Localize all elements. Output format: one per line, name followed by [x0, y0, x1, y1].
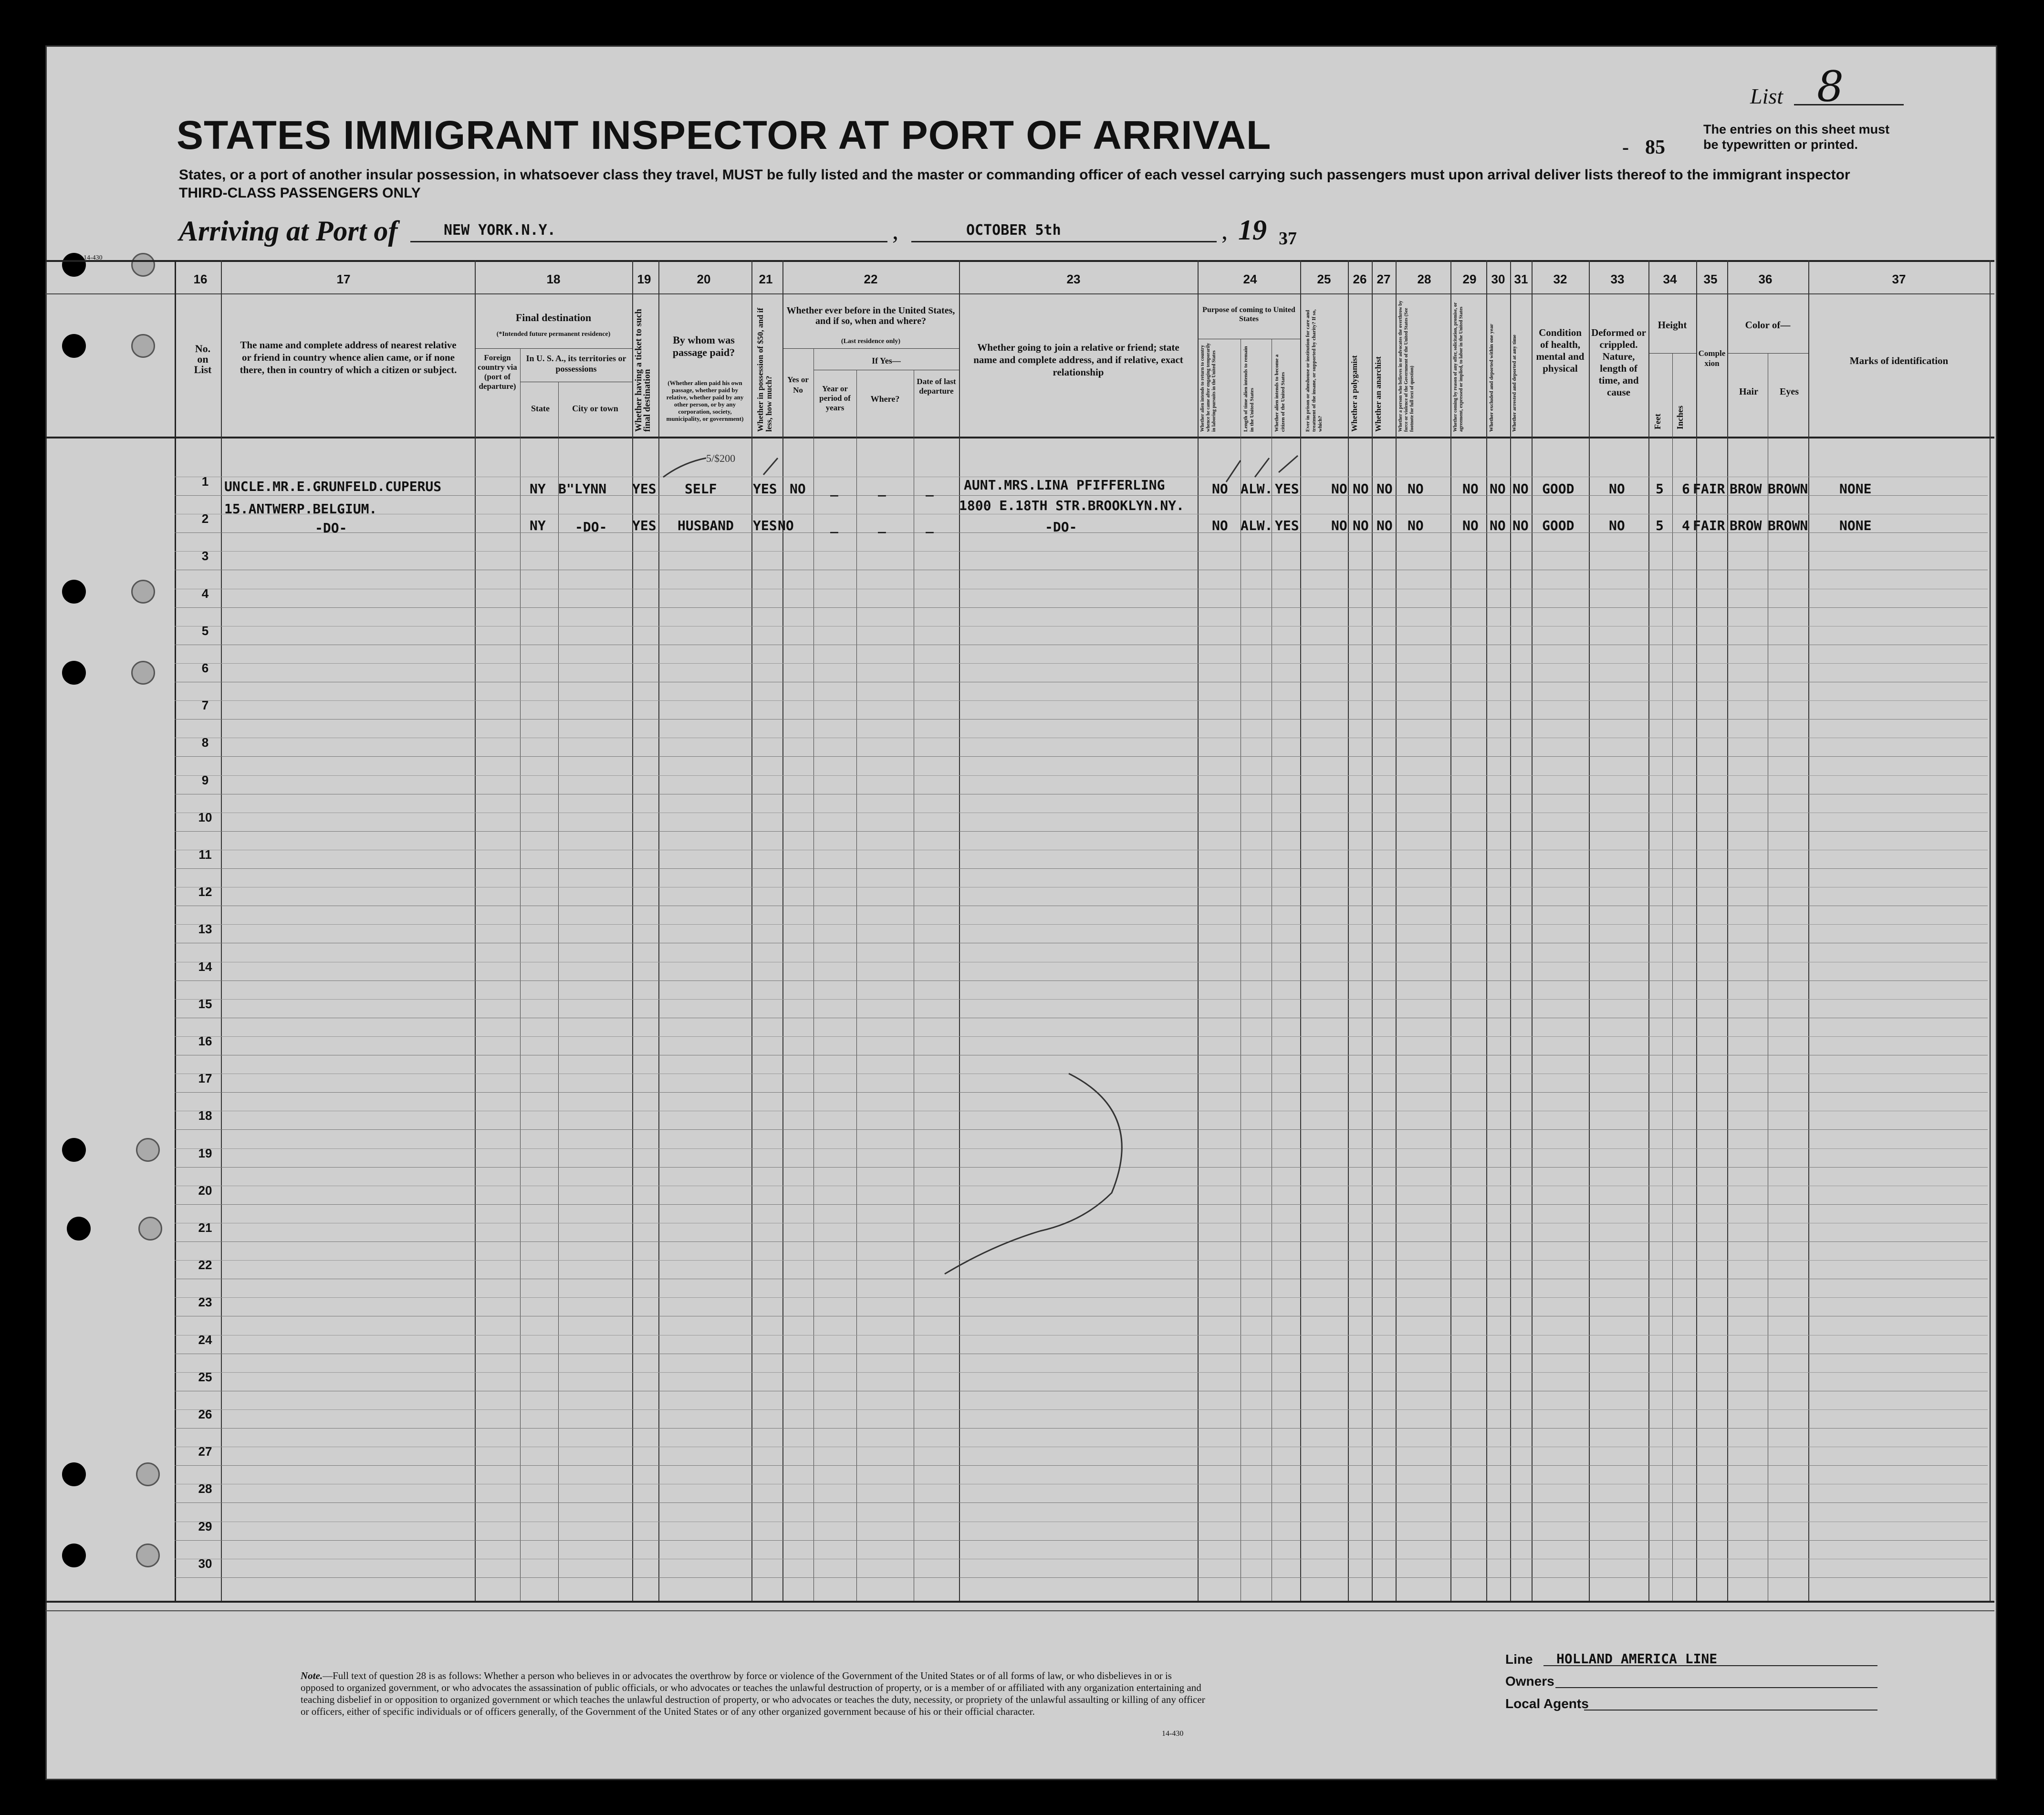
arriving-label: Arriving at Port of	[179, 215, 398, 247]
row2-eyes: BROWN	[1768, 518, 1808, 533]
header-hair: Hair	[1739, 386, 1758, 397]
colnum: 32	[1553, 272, 1567, 286]
row1-paid: SELF	[685, 481, 717, 497]
agents-underline	[1584, 1710, 1877, 1711]
colnum: 28	[1417, 272, 1431, 286]
pencil-checkmark	[1279, 456, 1298, 472]
row2-overthrow: NO	[1408, 518, 1424, 533]
header-ever-before: Whether ever before in the United States, and if so, when and where?	[786, 305, 955, 326]
pencil-checkmark	[1255, 458, 1269, 477]
header-deformed: Deformed or crippled. Nature, length of time, and cause	[1591, 327, 1646, 398]
colnum: 19	[637, 272, 651, 286]
colnum: 21	[759, 272, 773, 286]
row1-where: _	[878, 481, 886, 497]
row2-deformed: NO	[1609, 518, 1625, 533]
header-eyes: Eyes	[1780, 386, 1799, 397]
header-labor-offer: Whether coming by reason of any offer, solicitation, promise, or agreement, expressed or implied, to labor in the United States	[1453, 302, 1464, 432]
header-nearest-relative: The name and complete address of nearest relative or friend in country whence alien came, or if none there, then in country of which a citizen or subject.	[240, 339, 457, 376]
footnote-label: Note.	[301, 1670, 323, 1681]
colnum: 34	[1663, 272, 1677, 286]
colnum: 33	[1610, 272, 1625, 286]
row-number: 16	[198, 1034, 212, 1048]
header-final-destination: Final destination	[515, 312, 592, 323]
row1-excluded: NO	[1490, 481, 1506, 497]
header-no-on-list: No. on List	[194, 343, 212, 376]
header-if-yes: If Yes—	[872, 356, 901, 365]
row-number: 29	[198, 1519, 212, 1533]
comma: ,	[892, 218, 898, 245]
row-number: 2	[201, 511, 209, 526]
row2-arrested: NO	[1512, 518, 1529, 533]
row-number: 11	[198, 847, 212, 862]
row1-return: NO	[1212, 481, 1228, 497]
row2-length: ALW.	[1241, 518, 1273, 533]
row2-paid: HUSBAND	[678, 518, 734, 533]
header-yes-no: Yes or No	[787, 375, 809, 395]
row2-anarchist: NO	[1377, 518, 1393, 533]
header-last-departure: Date of last departure	[917, 377, 956, 396]
row-number: 13	[198, 922, 212, 937]
colnum: 31	[1514, 272, 1528, 286]
header-inches: Inches	[1675, 405, 1685, 429]
row2-state: NY	[530, 518, 546, 533]
arrival-year: 37	[1279, 229, 1297, 249]
form-number: 14-430	[1162, 1730, 1184, 1738]
row2-feet: 5	[1656, 518, 1664, 533]
row-number: 30	[198, 1556, 212, 1571]
row2-hair: BROW	[1730, 518, 1762, 533]
arrival-port: NEW YORK.N.Y.	[444, 222, 556, 239]
row1-feet: 5	[1656, 481, 1664, 497]
page-subtitle: States, or a port of another insular possession, in whatsoever class they travel, MUST be fully listed and the master or commanding officer of each vessel carrying such passengers must upon arrival deliver lists thereof to the immigrant inspector	[179, 167, 1850, 183]
row2-complexion: FAIR	[1693, 518, 1725, 533]
row-number: 6	[201, 661, 209, 675]
header-join-relative: Whether going to join a relative or friend; state name and complete address, and if relative, exact relationship	[973, 342, 1183, 378]
row2-relative: -DO-	[315, 520, 347, 536]
row1-city: B"LYNN	[558, 481, 607, 497]
owners-underline	[1555, 1687, 1877, 1688]
header-overthrow: Whether a person who believes in or advocates the overthrow by force or violence of the Government of the United States (See footnote for full text of question)	[1398, 301, 1415, 432]
row2-money: YES	[753, 518, 777, 533]
row-number: 3	[201, 549, 209, 563]
page-number: 85	[1645, 136, 1665, 158]
row1-ticket: YES	[632, 481, 657, 497]
row-number: 15	[198, 996, 212, 1011]
row-number: 26	[198, 1407, 212, 1421]
colnum: 35	[1703, 272, 1718, 286]
row1-deformed: NO	[1609, 481, 1625, 497]
header-usa: In U. S. A., its territories or possessions	[526, 354, 626, 374]
row1-departure: _	[926, 481, 934, 497]
colnum: 29	[1462, 272, 1477, 286]
year-prefix: 19	[1238, 214, 1267, 246]
header-polygamist: Whether a polygamist	[1350, 355, 1359, 432]
header-citizen-intent: Whether alien intends to become a citizen of the United States	[1274, 354, 1286, 432]
header-return-intent: Whether alien intends to return to country whence he came after engaging temporarily in laboring pursuits in the United States	[1200, 343, 1217, 432]
colnum: 17	[336, 272, 351, 286]
row2-ticket: YES	[632, 518, 657, 533]
row-number: 23	[198, 1295, 212, 1310]
row2-health: GOOD	[1542, 518, 1575, 533]
header-color-of: Color of—	[1745, 319, 1791, 331]
row-number: 10	[198, 810, 212, 824]
header-passage-paid-sub: (Whether alien paid his own passage, whether paid by relative, whether paid by any other person, or by any corporation, society, municipality, or government)	[666, 379, 744, 422]
colnum: 23	[1066, 272, 1081, 286]
row-number: 18	[198, 1108, 212, 1123]
header-where: Where?	[870, 394, 900, 404]
row1-inches: 6	[1682, 481, 1690, 497]
pencil-annotation: 5/$200	[706, 452, 736, 464]
row2-join: -DO-	[1045, 519, 1077, 535]
row2-inches: 4	[1682, 518, 1690, 533]
header-prison: Ever in prison or almshouse or institution for care and treatment of the insane, or supported by charity? If so, which?	[1305, 309, 1323, 432]
row1-marks: NONE	[1839, 481, 1872, 497]
header-purpose: Purpose of coming to United States	[1202, 306, 1295, 323]
page-dash: -	[1622, 136, 1629, 158]
row-number: 4	[201, 586, 209, 601]
header-period: Year or period of years	[819, 384, 851, 412]
row1-before: NO	[790, 481, 806, 497]
footnote	[301, 1670, 1207, 1718]
pencil-checkmark	[663, 458, 706, 477]
row-number: 28	[198, 1481, 212, 1496]
row1-prison: NO	[1331, 481, 1347, 497]
row1-state: NY	[530, 481, 546, 497]
row1-complexion: FAIR	[1693, 481, 1725, 497]
colnum: 24	[1243, 272, 1257, 286]
pencil-checkmark	[763, 458, 778, 475]
row2-polygamist: NO	[1353, 518, 1369, 533]
row-number: 1	[201, 474, 209, 489]
colnum: 16	[193, 272, 208, 286]
row1-health: GOOD	[1542, 481, 1575, 497]
row1-join-line2: 1800 E.18TH STR.BROOKLYN.NY.	[959, 498, 1185, 513]
row-number: 8	[201, 735, 209, 750]
row1-overthrow: NO	[1408, 481, 1424, 497]
header-ever-before-sub: (Last residence only)	[841, 338, 901, 345]
header-arrested: Whether arrested and deported at any time	[1512, 334, 1517, 432]
row2-offer: NO	[1462, 518, 1479, 533]
row1-offer: NO	[1462, 481, 1479, 497]
header-marks: Marks of identification	[1849, 355, 1949, 366]
row2-departure: _	[926, 518, 934, 533]
row1-citizen: YES	[1275, 481, 1299, 497]
colnum: 37	[1892, 272, 1906, 286]
row-number: 24	[198, 1332, 212, 1347]
list-number: 8	[1817, 62, 1844, 111]
passenger-class: THIRD-CLASS PASSENGERS ONLY	[179, 185, 421, 201]
row-number: 25	[198, 1369, 212, 1384]
header-feet: Feet	[1653, 414, 1662, 429]
row2-return: NO	[1212, 518, 1228, 533]
row-number: 21	[198, 1220, 212, 1235]
row2-where: _	[878, 518, 886, 533]
header-health: Condition of health, mental and physical	[1536, 327, 1585, 374]
header-length-stay: Length of time alien intends to remain in the United States	[1243, 346, 1255, 432]
header-foreign-country: Foreign country via (port of departure)	[478, 353, 517, 391]
pencil-checkmark	[1226, 460, 1241, 482]
row2-period: _	[830, 518, 838, 533]
row-number: 14	[198, 959, 212, 974]
colnum: 26	[1353, 272, 1367, 286]
row1-eyes: BROWN	[1768, 481, 1808, 497]
colnum: 36	[1758, 272, 1773, 286]
row1-anarchist: NO	[1377, 481, 1393, 497]
comma: ,	[1221, 218, 1228, 245]
header-excluded: Whether excluded and deported within one year	[1489, 323, 1494, 432]
row2-before: NO	[778, 518, 794, 533]
row1-arrested: NO	[1512, 481, 1529, 497]
line-label: Line	[1505, 1652, 1533, 1667]
header-height: Height	[1658, 319, 1687, 331]
row2-city: -DO-	[575, 519, 607, 535]
row-number: 9	[201, 772, 209, 787]
row1-join-line1: AUNT.MRS.LINA PFIFFERLING	[964, 477, 1165, 493]
header-ticket: Whether having a ticket to such final destination	[634, 309, 652, 432]
row-number: 5	[201, 623, 209, 638]
row-number: 12	[198, 885, 212, 899]
row1-hair: BROW	[1730, 481, 1762, 497]
row1-period: _	[830, 481, 838, 497]
row2-citizen: YES	[1275, 518, 1299, 533]
owners-label: Owners	[1505, 1674, 1554, 1689]
header-final-destination-sub: (*Intended future permanent residence)	[496, 331, 611, 338]
row1-money: YES	[753, 481, 777, 497]
row2-prison: NO	[1331, 518, 1347, 533]
colnum: 18	[546, 272, 561, 286]
row-number: 19	[198, 1146, 212, 1160]
header-anarchist: Whether an anarchist	[1374, 356, 1383, 432]
row1-relative-line1: UNCLE.MR.E.GRUNFELD.CUPERUS	[224, 479, 442, 494]
notice-line: The entries on this sheet must	[1703, 122, 1890, 136]
arrival-date: OCTOBER 5th	[966, 222, 1061, 239]
pencil-curve	[945, 1074, 1122, 1274]
footnote-text: —Full text of question 28 is as follows: Whether a person who believes in or advocates the overthrow by force or violence of the Government of the United States or of all forms of law, or who disbelieves in or is opposed to organized government, or who advocates the assassination of public officials, or who advocates or teaches the unlawful destruction of property, or is a member of or affiliated with any organization entertaining and teaching disbelief in or opposition to organized government or which teaches the unlawful destruction of property, or who advocates or teaches the duty, necessity, or propriety of the unlawful assaulting or killing of any officer or officers, either of specific individuals or of officers generally, of the Government of the United States or of any other organized government because of his or their official character.	[301, 1670, 1205, 1717]
row-number: 20	[198, 1183, 212, 1198]
header-city: City or town	[572, 404, 618, 413]
shipping-line: HOLLAND AMERICA LINE	[1556, 1651, 1718, 1667]
header-fifty-dollars: Whether in possession of $50, and if less, how much?	[756, 308, 773, 432]
header-passage-paid: By whom was passage paid?	[672, 334, 735, 358]
row2-excluded: NO	[1490, 518, 1506, 533]
colnum: 27	[1377, 272, 1391, 286]
row2-marks: NONE	[1839, 518, 1872, 533]
row-number: 7	[201, 698, 209, 713]
row-number: 22	[198, 1258, 212, 1273]
row-number: 17	[198, 1071, 212, 1086]
colnum: 22	[864, 272, 878, 286]
colnum: 30	[1491, 272, 1505, 286]
notice-line: be typewritten or printed.	[1703, 137, 1858, 152]
header-state: State	[531, 404, 550, 413]
colnum: 20	[697, 272, 711, 286]
agents-label: Local Agents	[1505, 1696, 1589, 1711]
page-title: STATES IMMIGRANT INSPECTOR AT PORT OF ARRIVAL	[177, 113, 1272, 157]
row1-relative-line2: 15.ANTWERP.BELGIUM.	[224, 501, 377, 517]
header-complexion: Complexion	[1698, 349, 1726, 368]
colnum: 25	[1317, 272, 1331, 286]
row1-length: ALW.	[1241, 481, 1273, 497]
row1-polygamist: NO	[1353, 481, 1369, 497]
list-label: List	[1750, 84, 1783, 108]
row-number: 27	[198, 1444, 212, 1459]
margin-form-number: 14-430	[83, 254, 103, 261]
